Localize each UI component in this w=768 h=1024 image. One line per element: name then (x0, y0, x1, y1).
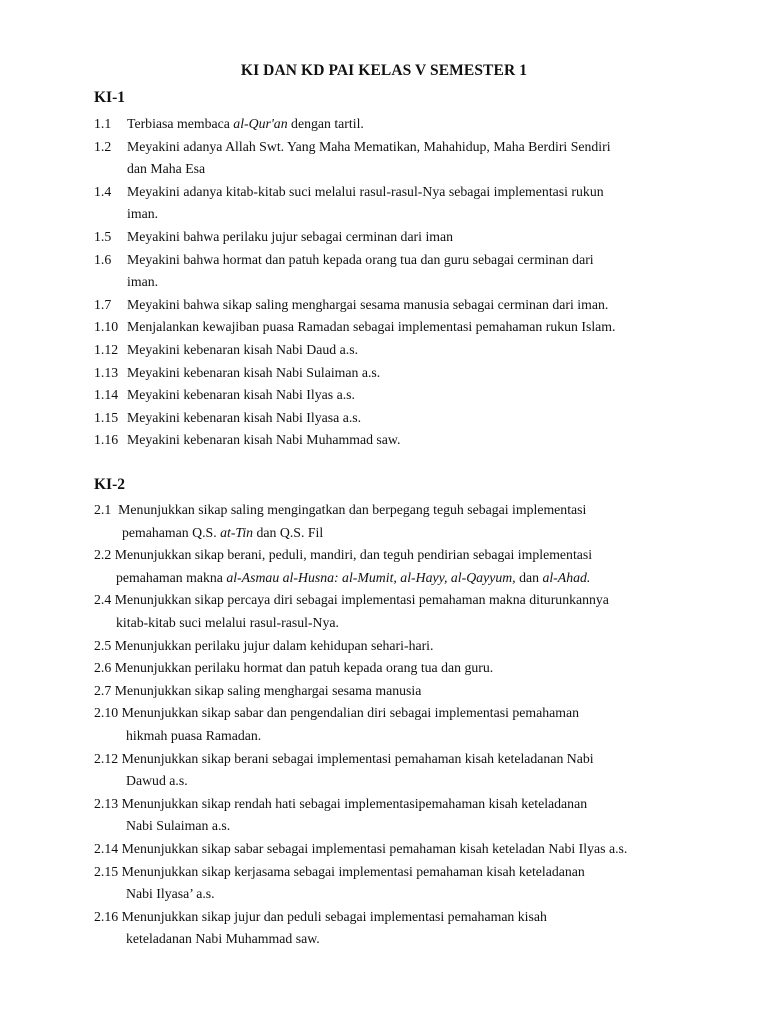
ki1-list (94, 113, 694, 452)
list-item (94, 635, 704, 658)
item-number: 1.4 (94, 183, 112, 199)
list-item (94, 906, 704, 929)
list-item-continuation: Nabi Sulaiman a.s. (126, 818, 231, 834)
item-text-italic: al-Qur'an (233, 116, 288, 131)
list-item (94, 657, 704, 680)
item-number: 2.16 (94, 908, 119, 924)
item-number: 2.15 (94, 863, 119, 879)
list-item (94, 181, 694, 204)
item-text: Terbiasa membaca (127, 116, 234, 131)
list-item (94, 838, 704, 861)
list-item-continuation: keteladanan Nabi Muhammad saw. (126, 931, 320, 947)
item-text: Menjalankan kewajiban puasa Ramadan sebagai implementasi pemahaman rukun Islam. (127, 319, 616, 335)
item-text: Meyakini adanya kitab-kitab suci melalui rasul-rasul-Nya sebagai implementasi rukun (127, 183, 604, 199)
item-number: 1.2 (94, 138, 112, 154)
item-text: dengan tartil. (287, 116, 364, 131)
section-heading-ki2: KI-2 (94, 476, 125, 493)
item-number: 1.5 (94, 228, 112, 244)
item-text: pemahaman Q.S. (122, 524, 221, 540)
list-item (94, 384, 694, 407)
list-item (94, 136, 694, 159)
item-text: Menunjukkan sikap jujur dan peduli sebagai implementasi pemahaman kisah (121, 908, 547, 924)
list-item (94, 680, 704, 703)
item-number: 1.14 (94, 387, 119, 403)
item-number: 2.12 (94, 750, 119, 766)
item-number: 2.7 (94, 682, 112, 698)
item-text: Menunjukkan sikap berani sebagai implementasi pemahaman kisah keteladanan Nabi (121, 750, 594, 766)
item-text: Menunjukkan sikap kerjasama sebagai implementasi pemahaman kisah keteladanan (121, 863, 585, 879)
list-item (94, 499, 704, 522)
list-item (94, 429, 694, 452)
item-text: dan Q.S. Fil (253, 524, 324, 540)
list-item-continuation: Nabi Ilyasa’ a.s. (126, 886, 215, 902)
item-text: Meyakini bahwa hormat dan patuh kepada orang tua dan guru sebagai cerminan dari (127, 251, 594, 267)
list-item (94, 748, 704, 771)
item-number: 1.7 (94, 296, 112, 312)
list-item (94, 362, 694, 385)
item-text: dan (515, 569, 543, 585)
list-item (94, 316, 694, 339)
list-item (94, 249, 694, 272)
item-number: 2.4 (94, 592, 112, 608)
item-text: Meyakini kebenaran kisah Nabi Sulaiman a.s. (127, 364, 381, 380)
item-text: Meyakini bahwa sikap saling menghargai sesama manusia sebagai cerminan dari iman. (127, 296, 609, 312)
item-number: 2.5 (94, 637, 112, 653)
item-number: 2.6 (94, 660, 112, 676)
item-text: Menunjukkan sikap sabar sebagai implementasi pemahaman kisah keteladan Nabi Ilyas a.s. (121, 840, 628, 856)
document-title: KI DAN KD PAI KELAS V SEMESTER 1 (240, 62, 528, 79)
item-number: 1.16 (94, 432, 119, 448)
list-item-continuation: iman. (127, 206, 159, 222)
item-text: Menunjukkan sikap saling menghargai sesama manusia (114, 682, 422, 698)
item-text: Menunjukkan sikap berani, peduli, mandiri, dan teguh pendirian sebagai implementasi (114, 547, 593, 563)
list-item-continuation: hikmah puasa Ramadan. (126, 727, 262, 743)
list-item (94, 544, 704, 567)
item-text: Meyakini kebenaran kisah Nabi Daud a.s. (127, 341, 359, 357)
item-text: Menunjukkan sikap sabar dan pengendalian diri sebagai implementasi pemahaman (121, 705, 580, 721)
item-text: Meyakini kebenaran kisah Nabi Muhammad saw. (127, 432, 401, 448)
item-text: Menunjukkan sikap saling mengingatkan dan berpegang teguh sebagai implementasi (118, 502, 587, 517)
item-text-italic: at-Tin (220, 524, 254, 540)
item-text: Menunjukkan perilaku hormat dan patuh kepada orang tua dan guru. (114, 660, 494, 676)
item-text: Meyakini bahwa perilaku jujur sebagai cerminan dari iman (127, 228, 454, 244)
item-number: 1.6 (94, 251, 112, 267)
item-number: 1.15 (94, 409, 119, 425)
ki2-list (94, 499, 704, 951)
item-text: Menunjukkan perilaku jujur dalam kehidupan sehari-hari. (114, 637, 434, 653)
list-item (94, 294, 694, 317)
list-item-continuation: kitab-kitab suci melalui rasul-rasul-Nya. (116, 614, 339, 630)
item-text: Meyakini adanya Allah Swt. Yang Maha Mematikan, Mahahidup, Maha Berdiri Sendiri (127, 138, 611, 154)
list-item-continuation (94, 522, 704, 545)
list-item (94, 339, 694, 362)
item-number: 2.1 (94, 502, 112, 517)
item-text: Menunjukkan sikap rendah hati sebagai implementasipemahaman kisah keteladanan (121, 795, 588, 811)
item-number: 2.13 (94, 795, 119, 811)
list-item-continuation: iman. (127, 274, 159, 290)
list-item (94, 113, 694, 136)
list-item (94, 702, 704, 725)
list-item (94, 861, 704, 884)
item-number: 1.13 (94, 364, 119, 380)
item-number: 1.12 (94, 341, 119, 357)
item-text-italic: al-Ahad. (542, 569, 591, 585)
item-number: 2.14 (94, 840, 119, 856)
list-item (94, 226, 694, 249)
item-number: 1.10 (94, 319, 119, 335)
list-item-continuation: Dawud a.s. (126, 773, 188, 789)
list-item-continuation: dan Maha Esa (127, 161, 206, 177)
item-number: 2.2 (94, 547, 112, 563)
section-heading-ki1: KI-1 (94, 89, 125, 106)
item-number: 1.1 (94, 116, 112, 131)
item-text-italic: al-Asmau al-Husna: al-Mumit, al-Hayy, al-Qayyum, (226, 569, 516, 585)
item-text: Meyakini kebenaran kisah Nabi Ilyas a.s. (127, 387, 355, 403)
list-item-continuation (94, 567, 704, 590)
list-item (94, 793, 704, 816)
item-number: 2.10 (94, 705, 119, 721)
item-text: Menunjukkan sikap percaya diri sebagai implementasi pemahaman makna diturunkannya (114, 592, 609, 608)
item-text: Meyakini kebenaran kisah Nabi Ilyasa a.s. (127, 409, 362, 425)
list-item (94, 589, 704, 612)
list-item (94, 407, 694, 430)
item-text: pemahaman makna (116, 569, 227, 585)
